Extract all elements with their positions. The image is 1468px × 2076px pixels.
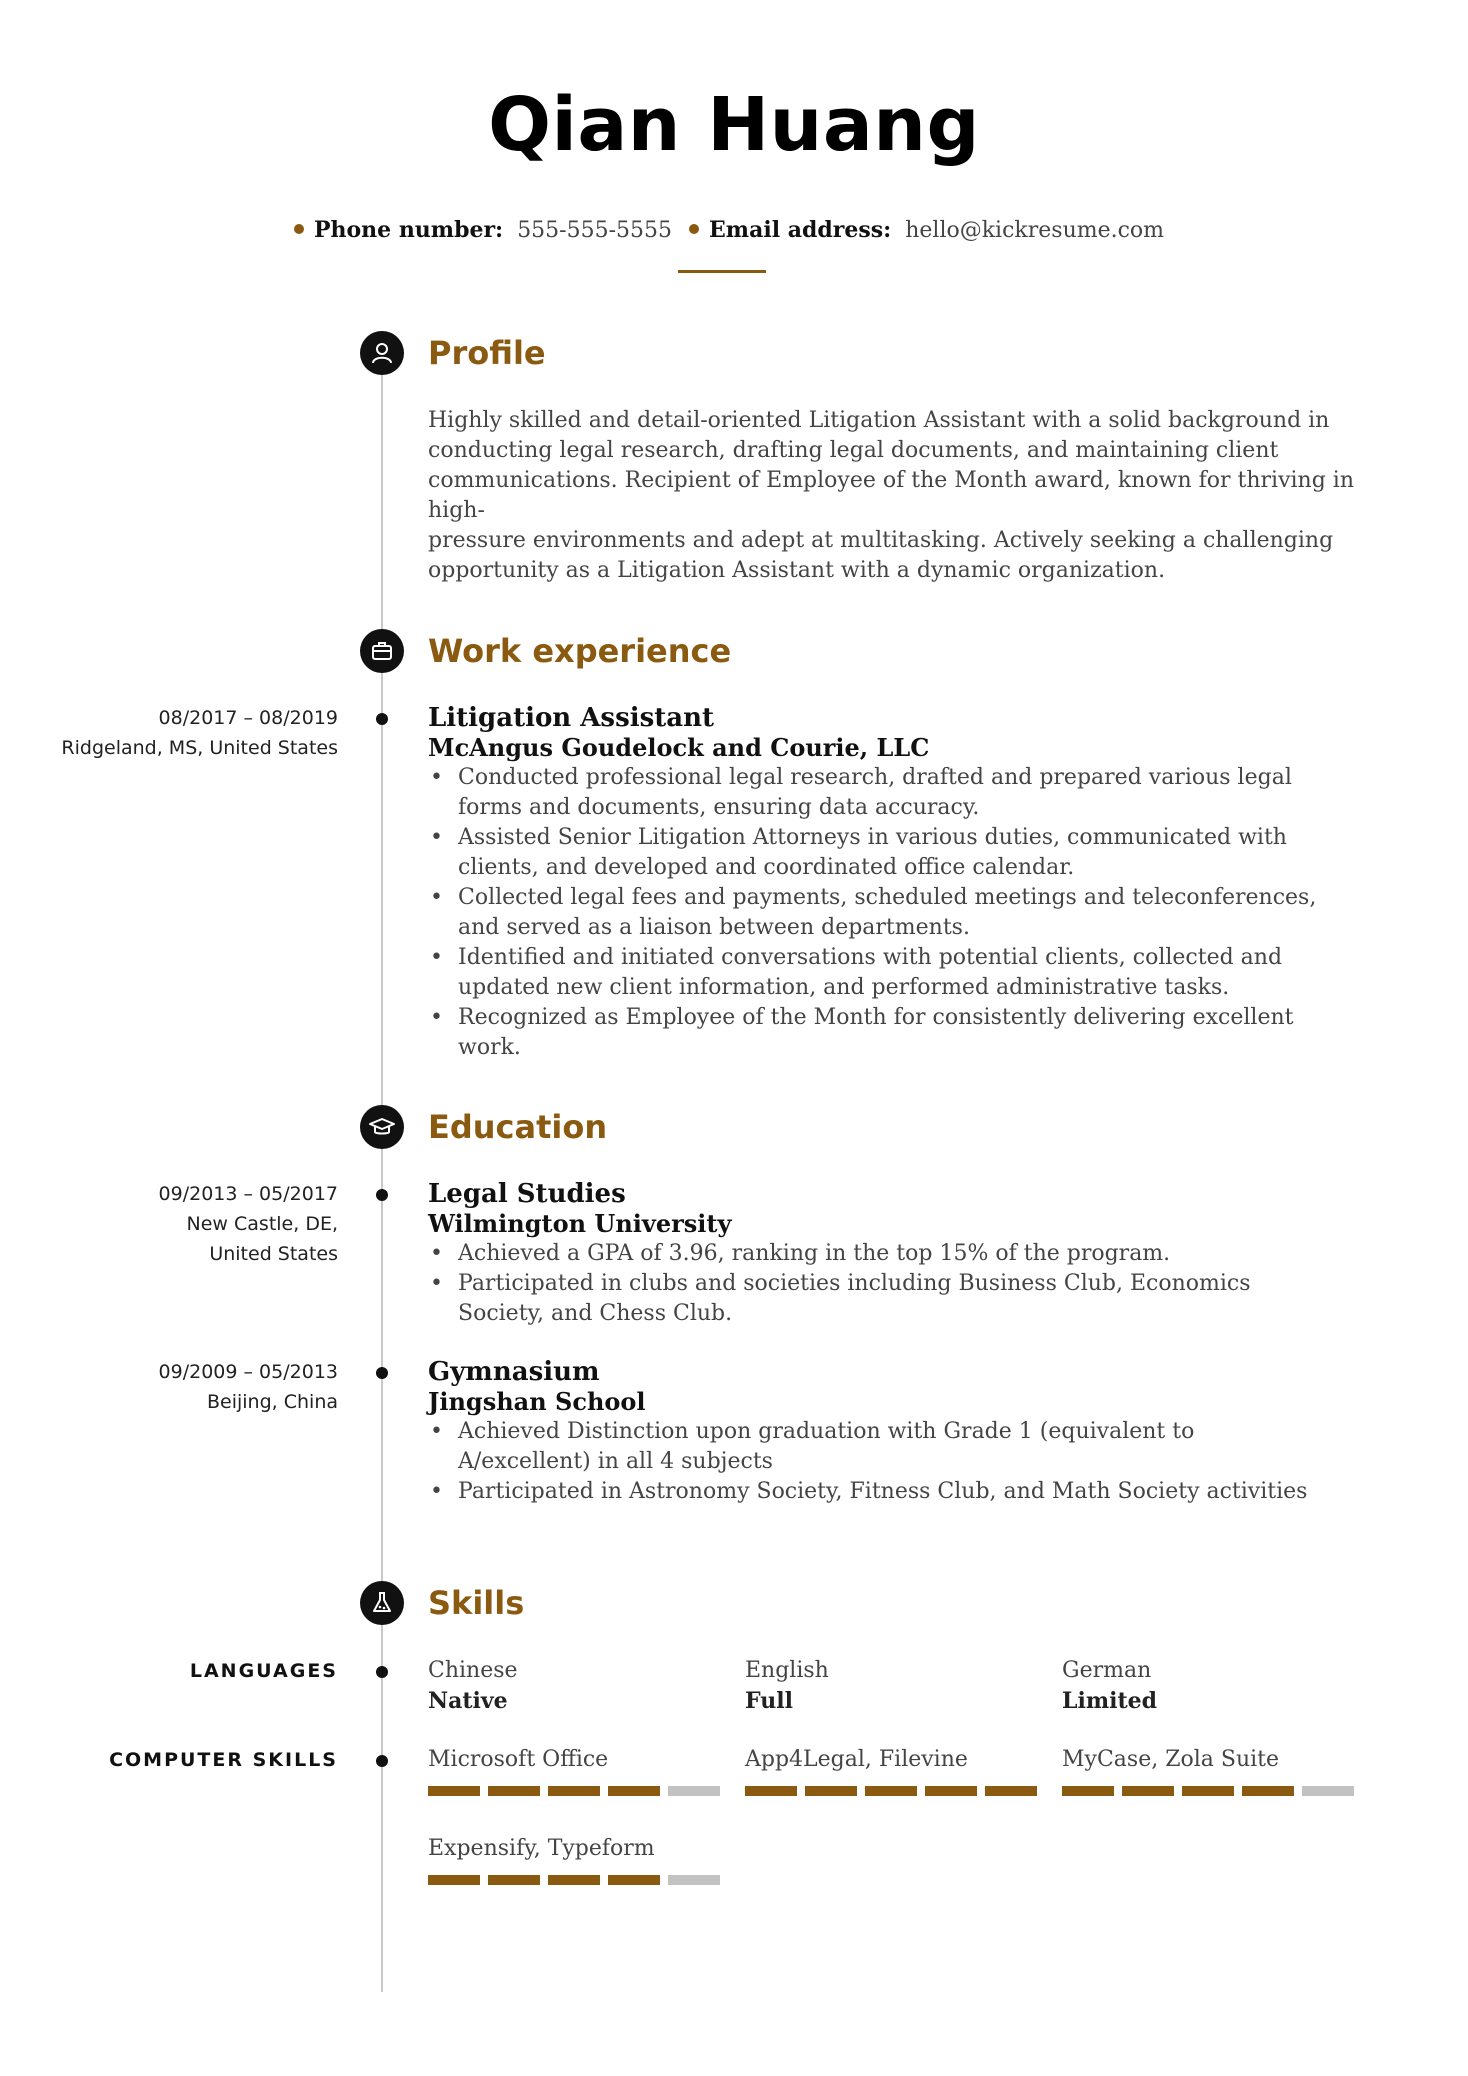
phone-value: 555-555-5555 (517, 218, 673, 243)
email-value: hello@kickresume.com (905, 218, 1165, 243)
edu-school: Jingshan School (428, 1387, 646, 1416)
email-label: Email address: (709, 217, 892, 243)
rating-segment-filled (985, 1786, 1037, 1796)
bullet-dot-icon (689, 224, 699, 234)
edu-dates: 09/2009 – 05/2013 (158, 1361, 338, 1383)
timeline-dot (376, 1189, 388, 1201)
rating-segment-filled (548, 1786, 600, 1796)
timeline-dot (376, 1755, 388, 1767)
candidate-name: Qian Huang (488, 82, 980, 168)
rating-segment-filled (608, 1875, 660, 1885)
person-icon (360, 331, 404, 375)
education-entry (428, 1357, 1328, 1507)
edu-dates: 09/2013 – 05/2017 (158, 1183, 338, 1205)
list-item: • Achieved Distinction upon graduation with Grade 1 (equivalent to A/excellent) in all 4 subjects (458, 1417, 1328, 1477)
edu-location: United States (209, 1243, 338, 1265)
computer-skill-item (1062, 1745, 1279, 1775)
skill-rating-bar (1062, 1786, 1354, 1796)
rating-segment-filled (865, 1786, 917, 1796)
computer-skill-item (428, 1745, 608, 1775)
job-dates: 08/2017 – 08/2019 (158, 707, 338, 729)
list-item: • Participated in clubs and societies including Business Club, Economics Society, and Chess Club. (458, 1269, 1328, 1329)
language-name: German (1062, 1658, 1152, 1683)
computer-skills-label: COMPUTER SKILLS (109, 1749, 338, 1771)
rating-segment-filled (428, 1786, 480, 1796)
timeline-line (381, 352, 383, 1992)
skill-name: Microsoft Office (428, 1747, 609, 1772)
edu-school: Wilmington University (428, 1209, 732, 1238)
profile-line: Highly skilled and detail-oriented Litigation Assistant with a solid background in (428, 408, 1330, 433)
list-item: • Conducted professional legal research, drafted and prepared various legal forms and documents, ensuring data accuracy. (458, 763, 1328, 823)
job-company: McAngus Goudelock and Courie, LLC (428, 733, 930, 762)
edu-bullets (428, 1239, 1328, 1329)
contact-line (0, 216, 1468, 245)
job-bullets (428, 763, 1328, 1063)
language-level: Full (745, 1688, 793, 1714)
rating-segment-empty (668, 1875, 720, 1885)
timeline-dot (376, 1367, 388, 1379)
job-role: Litigation Assistant (428, 703, 714, 733)
skill-rating-bar (428, 1875, 720, 1885)
rating-segment-filled (745, 1786, 797, 1796)
skill-name: Expensify, Typeform (428, 1836, 655, 1861)
job-entry (428, 703, 1328, 1063)
language-level: Native (428, 1688, 508, 1714)
rating-segment-filled (488, 1786, 540, 1796)
section-title-profile: Profile (428, 334, 546, 372)
skill-rating-bar (428, 1786, 720, 1796)
language-item (745, 1656, 829, 1716)
language-item (1062, 1656, 1157, 1716)
edu-location: New Castle, DE, (186, 1213, 338, 1235)
briefcase-icon (360, 629, 404, 673)
language-item (428, 1656, 518, 1716)
language-level: Limited (1062, 1688, 1158, 1714)
phone-label: Phone number: (313, 217, 504, 243)
header-divider (678, 270, 766, 273)
profile-line: conducting legal research, drafting legal documents, and maintaining client (428, 438, 1279, 463)
edu-bullets (428, 1417, 1328, 1507)
profile-line: opportunity as a Litigation Assistant with a dynamic organization. (428, 558, 1166, 583)
computer-skill-item (428, 1834, 655, 1864)
profile-summary (428, 406, 1378, 586)
rating-segment-filled (1242, 1786, 1294, 1796)
timeline-dot (376, 713, 388, 725)
language-name: English (745, 1658, 829, 1683)
section-title-work: Work experience (428, 632, 732, 670)
timeline-dot (376, 1666, 388, 1678)
rating-segment-filled (805, 1786, 857, 1796)
skill-rating-bar (745, 1786, 1037, 1796)
edu-degree: Legal Studies (428, 1179, 626, 1209)
rating-segment-filled (1122, 1786, 1174, 1796)
list-item: • Recognized as Employee of the Month for consistently delivering excellent work. (458, 1003, 1328, 1063)
list-item: • Assisted Senior Litigation Attorneys in various duties, communicated with clients, and developed and coordinated office calendar. (458, 823, 1328, 883)
edu-location: Beijing, China (206, 1391, 338, 1413)
computer-skill-item (745, 1745, 968, 1775)
profile-line: communications. Recipient of Employee of the Month award, known for thriving in high- (428, 468, 1354, 523)
rating-segment-empty (1302, 1786, 1354, 1796)
flask-icon (360, 1581, 404, 1625)
section-title-education: Education (428, 1108, 608, 1146)
rating-segment-filled (1062, 1786, 1114, 1796)
skill-name: App4Legal, Filevine (745, 1747, 968, 1772)
graduation-cap-icon (360, 1105, 404, 1149)
languages-label: LANGUAGES (189, 1660, 338, 1682)
education-entry (428, 1179, 1328, 1329)
bullet-dot-icon (294, 224, 304, 234)
rating-segment-filled (428, 1875, 480, 1885)
language-name: Chinese (428, 1658, 518, 1683)
rating-segment-filled (488, 1875, 540, 1885)
skill-name: MyCase, Zola Suite (1062, 1747, 1280, 1772)
section-title-skills: Skills (428, 1584, 525, 1622)
edu-degree: Gymnasium (428, 1357, 600, 1387)
rating-segment-filled (1182, 1786, 1234, 1796)
list-item: • Achieved a GPA of 3.96, ranking in the top 15% of the program. (458, 1239, 1328, 1269)
list-item: • Collected legal fees and payments, scheduled meetings and teleconferences, and served as a liaison between departments. (458, 883, 1328, 943)
rating-segment-empty (668, 1786, 720, 1796)
rating-segment-filled (608, 1786, 660, 1796)
profile-line: pressure environments and adept at multitasking. Actively seeking a challenging (428, 528, 1334, 553)
rating-segment-filled (925, 1786, 977, 1796)
list-item: • Identified and initiated conversations with potential clients, collected and updated new client information, and performed administrative tasks. (458, 943, 1328, 1003)
list-item: • Participated in Astronomy Society, Fitness Club, and Math Society activities (458, 1477, 1328, 1507)
rating-segment-filled (548, 1875, 600, 1885)
job-location: Ridgeland, MS, United States (61, 737, 338, 759)
